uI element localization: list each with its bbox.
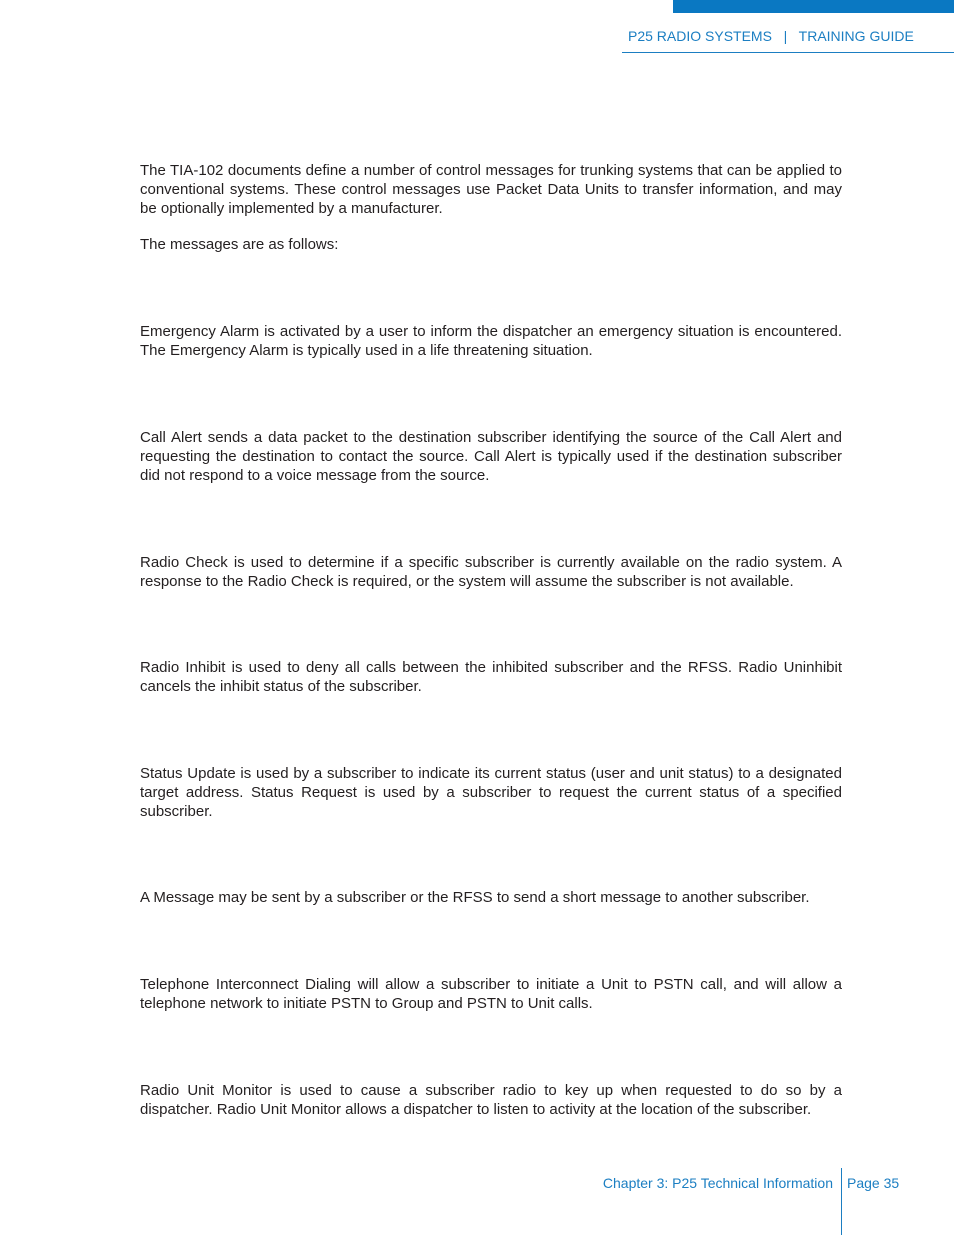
footer-page-number: Page 35 (847, 1175, 900, 1191)
paragraph-radio-check: Radio Check is used to determine if a specific subscriber is currently available on the radio system. A response to the Radio Check is required, or the system will assume the subscriber is not available. (140, 554, 842, 590)
header-rule (622, 52, 954, 53)
paragraph-call-alert: Call Alert sends a data packet to the destination subscriber identifying the source of the Call Alert and requesting the destination to contact the source. Call Alert is typically used if the destination subscriber did not respond to a voice message from the source. (140, 429, 842, 484)
paragraph-status-update: Status Update is used by a subscriber to indicate its current status (user and unit status) to a designated target address. Status Request is used by a subscriber to request the current status of a specified subscriber. (140, 765, 842, 820)
paragraph-radio-inhibit: Radio Inhibit is used to deny all calls between the inhibited subscriber and the RFSS. Radio Uninhibit cancels the inhibit status of the subscriber. (140, 659, 842, 695)
header-accent-bar (673, 0, 954, 13)
header-separator: | (783, 28, 788, 44)
paragraph-emergency-alarm: Emergency Alarm is activated by a user to inform the dispatcher an emergency situation is encountered. The Emergency Alarm is typically used in a life threatening situation. (140, 323, 842, 359)
paragraph-telephone-interconnect: Telephone Interconnect Dialing will allow a subscriber to initiate a Unit to PSTN call, and will allow a telephone network to initiate PSTN to Group and PSTN to Unit calls. (140, 976, 842, 1012)
footer-chapter-title: Chapter 3: P25 Technical Information (602, 1175, 833, 1191)
header-subtitle: TRAINING GUIDE (798, 28, 914, 44)
paragraph-radio-unit-monitor: Radio Unit Monitor is used to cause a subscriber radio to key up when requested to do so by a dispatcher. Radio Unit Monitor allows a dispatcher to listen to activity at the location of the subscriber. (140, 1082, 842, 1118)
paragraph-messages-lead: The messages are as follows: (140, 236, 339, 253)
paragraph-intro: The TIA-102 documents define a number of control messages for trunking systems that can be applied to conventional systems. These control messages use Packet Data Units to transfer information, and may be optionally implemented by a manufacturer. (140, 162, 842, 217)
paragraph-message: A Message may be sent by a subscriber or the RFSS to send a short message to another subscriber. (140, 889, 810, 906)
header-title: P25 RADIO SYSTEMS (628, 28, 772, 44)
footer-divider (841, 1168, 842, 1235)
running-header (628, 28, 914, 44)
